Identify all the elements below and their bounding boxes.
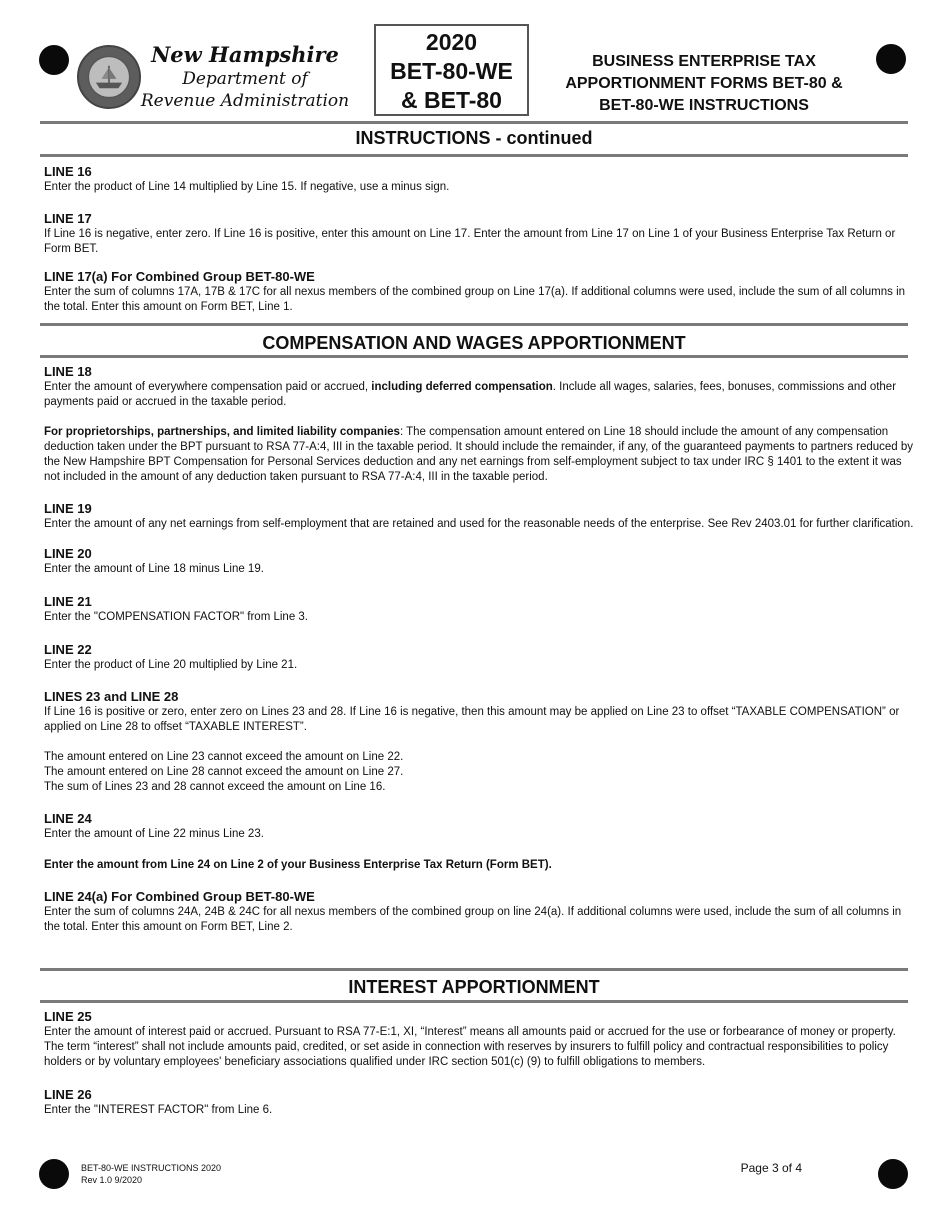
line-text: Enter the "INTEREST FACTOR" from Line 6. <box>44 1104 273 1116</box>
line-17a-section <box>44 269 916 315</box>
line-text: Enter the sum of columns 24A, 24B & 24C for all nexus members of the combined group on line 24(a). If additional columns were used, include the sum of all columns in the total. Enter this amount on Form BET, Line 2. <box>44 906 902 933</box>
line-heading: LINE 25 <box>44 1009 92 1024</box>
form-code-2: & BET-80 <box>401 87 502 113</box>
agency-line-1: New Hampshire <box>151 42 339 67</box>
line-heading: LINE 17(a) For Combined Group BET-80-WE <box>44 269 315 284</box>
footer-revision: Rev 1.0 9/2020 <box>81 1175 143 1185</box>
line-text: Enter the product of Line 14 multiplied by Line 15. If negative, use a minus sign. <box>44 181 450 193</box>
line-25-section <box>44 1009 916 1070</box>
line-18-section <box>44 364 916 485</box>
agency-name <box>140 42 350 112</box>
line-text: Enter the amount of Line 18 minus Line 19. <box>44 563 264 575</box>
document-title <box>548 51 860 117</box>
line-heading: LINE 20 <box>44 546 92 561</box>
line-text: Enter the "COMPENSATION FACTOR" from Line 3. <box>44 611 309 623</box>
line-text: Enter the amount of Line 22 minus Line 23. <box>44 828 264 840</box>
line-heading: LINES 23 and LINE 28 <box>44 689 179 704</box>
line-24a-section <box>44 889 916 935</box>
divider <box>40 1000 908 1003</box>
line-22-section <box>44 642 916 673</box>
line-heading: LINE 24(a) For Combined Group BET-80-WE <box>44 889 315 904</box>
line-note: Enter the amount from Line 24 on Line 2 of your Business Enterprise Tax Return (Form BET). <box>44 859 552 871</box>
line-20-section <box>44 546 916 577</box>
interest-block <box>44 1009 916 1118</box>
line-19-section <box>44 501 916 532</box>
agency-line-3: Revenue Administration <box>140 91 350 111</box>
document-title-line-3: BET-80-WE INSTRUCTIONS <box>599 97 809 114</box>
line-text-emphasis: For proprietorships, partnerships, and limited liability companies <box>44 426 400 438</box>
lines-23-28-section <box>44 689 916 795</box>
line-text: Enter the amount of any net earnings from self-employment that are retained and used for the reasonable needs of the enterprise. See Rev 2403.01 for further clarification. <box>44 518 914 530</box>
line-text: If Line 16 is negative, enter zero. If Line 16 is positive, enter this amount on Line 17. Enter the amount from Line 17 on Line 1 of your Business Enterprise Tax Return or Form BET. <box>44 228 896 255</box>
instructions-block <box>44 164 916 315</box>
line-heading: LINE 21 <box>44 594 92 609</box>
section-title-interest: INTEREST APPORTIONMENT <box>348 977 600 997</box>
form-id-box <box>374 24 529 116</box>
line-text <box>44 425 916 485</box>
divider <box>40 355 908 358</box>
line-text <box>44 380 916 410</box>
line-heading: LINE 26 <box>44 1087 92 1102</box>
state-seal-logo <box>77 45 141 109</box>
section-title-instructions: INSTRUCTIONS - continued <box>355 128 593 148</box>
registration-mark-top-left <box>39 45 69 75</box>
line-text-part: . Include all wages, salaries, fees, bonuses, commissions and other payments paid or accrued in the taxable period. <box>44 381 897 408</box>
page-number: Page 3 of 4 <box>740 1161 802 1175</box>
line-text-emphasis: including deferred compensation <box>371 381 553 393</box>
line-text: The amount entered on Line 23 cannot exceed the amount on Line 22. <box>44 751 404 763</box>
line-text-part: : The compensation amount entered on Line 18 should include the amount of any compensation deduction taken under the BPT pursuant to RSA 77-A:4, III in the taxable period. It should include the remainder, if any, of the guaranteed payments to partners reduced by the New Hampshire BPT Compensation for Personal Services deduction and any net earnings from self-employment subject to tax under IRC § 1401 to the extent it was not included in the amount of any deduction taken pursuant to RSA 77-A:4, III in the taxable period. <box>44 426 914 483</box>
divider <box>40 121 908 124</box>
line-text-part: Enter the amount of everywhere compensation paid or accrued, <box>44 381 372 393</box>
registration-mark-bottom-left <box>39 1159 69 1189</box>
line-heading: LINE 24 <box>44 811 92 826</box>
form-code-1: BET-80-WE <box>390 58 513 84</box>
divider <box>40 154 908 157</box>
line-17-section <box>44 211 916 257</box>
divider <box>40 323 908 326</box>
line-text: If Line 16 is positive or zero, enter zero on Lines 23 and 28. If Line 16 is negative, then this amount may be applied on Line 23 to offset “TAXABLE COMPENSATION” or applied on Line 28 to offset “TAXABLE INTEREST”. <box>44 706 900 733</box>
line-text: Enter the product of Line 20 multiplied by Line 21. <box>44 659 298 671</box>
form-year: 2020 <box>425 29 478 55</box>
compensation-block <box>44 364 916 935</box>
line-heading: LINE 22 <box>44 642 92 657</box>
footer-form-ref: BET-80-WE INSTRUCTIONS 2020 <box>81 1163 222 1173</box>
line-heading: LINE 17 <box>44 211 92 226</box>
line-26-section <box>44 1087 916 1118</box>
line-heading: LINE 16 <box>44 164 92 179</box>
registration-mark-top-right <box>876 44 906 74</box>
document-title-line-2: APPORTIONMENT FORMS BET-80 & <box>565 75 843 92</box>
document-title-line-1: BUSINESS ENTERPRISE TAX <box>592 53 816 70</box>
divider <box>40 968 908 971</box>
line-21-section <box>44 594 916 625</box>
registration-mark-bottom-right <box>878 1159 908 1189</box>
agency-line-2: Department of <box>182 69 308 89</box>
line-16-section <box>44 164 916 195</box>
section-title-compensation: COMPENSATION AND WAGES APPORTIONMENT <box>262 333 686 353</box>
line-heading: LINE 18 <box>44 364 92 379</box>
line-24-section <box>44 811 916 873</box>
line-text: The sum of Lines 23 and 28 cannot exceed the amount on Line 16. <box>44 781 386 793</box>
line-text: Enter the amount of interest paid or accrued. Pursuant to RSA 77-E:1, XI, “Interest” means all amounts paid or accrued for the use or forbearance of money or property. The term “interest” shall not include amounts paid, credited, or set aside in connection with reserves by insurers to fulfill policy and contractual responsibilities to policy holders or by voluntary employees' beneficiary associations qualified under IRC section 501(c) (9) to fulfill obligations to members. <box>44 1026 896 1068</box>
line-text: The amount entered on Line 28 cannot exceed the amount on Line 27. <box>44 766 404 778</box>
line-text: Enter the sum of columns 17A, 17B & 17C for all nexus members of the combined group on Line 17(a). If additional columns were used, include the sum of all columns in the total. Enter this amount on Form BET, Line 1. <box>44 286 906 313</box>
line-heading: LINE 19 <box>44 501 92 516</box>
